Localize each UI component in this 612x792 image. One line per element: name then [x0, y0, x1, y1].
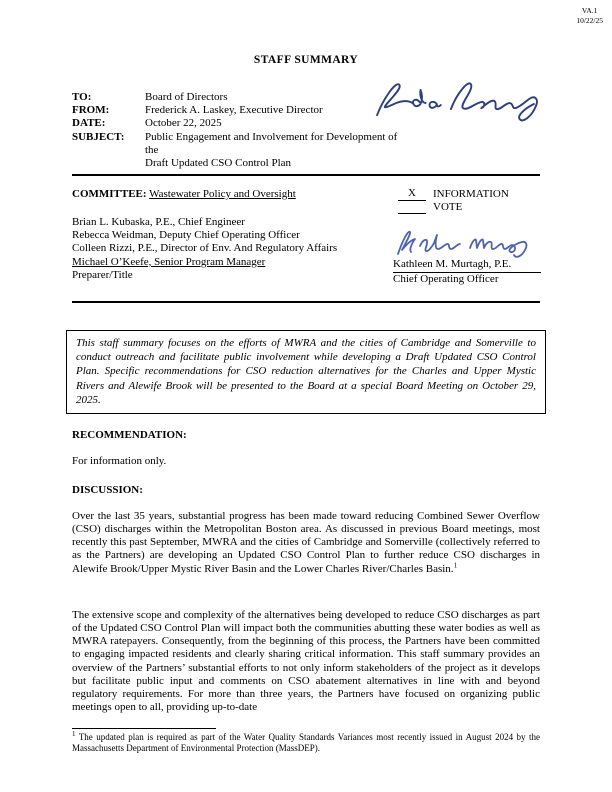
executive-summary-text: This staff summary focuses on the efforts of MWRA and the cities of Cambridge and Somerville to conduct outreach and facilitate public involvement while developing a Draft Updated CSO Control Plan. Specific recommendations for CSO reduction alternatives for the Charles and Upper Mystic Rivers and Alewife Brook will be presented to the Board at a special Board Meeting on October 29, 2025.	[76, 337, 536, 406]
memo-row-date	[72, 117, 402, 130]
memo-row-from	[72, 104, 402, 117]
executive-summary-box	[66, 330, 546, 414]
footnote-marker: 1	[72, 730, 76, 738]
recommendation-body: For information only.	[72, 455, 167, 467]
vote-checkmark	[398, 201, 426, 214]
laskey-signature-icon	[372, 74, 544, 126]
from-label: FROM:	[72, 104, 110, 117]
version-date: 10/22/25	[576, 16, 603, 25]
memo-row-to	[72, 91, 402, 104]
discussion-paragraph-2-text: The extensive scope and complexity of the alternatives being developed to reduce CSO discharges as part of the Updated CSO Control Plan will impact both the communities abutting these water bodies as well as MWRA ratepayers. Consequently, from the beginning of this process, the Partners have been committed to engaging impacted residents and clearly sharing critical information. This staff summary provides an overview of the Partners’ substantial efforts to not only inform stakeholders of the project as it develops but facilitate public input and comments on CSO abatement alternatives in line with and beyond regulatory requirements. For more than three years, the Partners have focused on organizing public meetings open to all, providing up-to-date	[72, 609, 540, 714]
date-value: October 22, 2025	[145, 117, 222, 130]
subject-label-blank	[72, 157, 145, 170]
footnote	[72, 732, 540, 754]
vote-label: VOTE	[433, 201, 463, 214]
memo-row-subject	[72, 131, 402, 157]
discussion-paragraph-1-text: Over the last 35 years, substantial progress has been made toward reducing Combined Sewer Overflow (CSO) discharges within the Metropolitan Boston area. As discussed in previous Board meetings, most recently this past September, MWRA and the cities of Cambridge and Somerville (collectively referred to as the Partners) are developing an Updated CSO Control Plan to further reduce CSO discharges in Alewife Brook/Upper Mystic River Basin and the Lower Charles River/Charles Basin.	[72, 510, 540, 575]
preparer-list	[72, 216, 392, 282]
discussion-heading: DISCUSSION:	[72, 484, 143, 496]
committee-section	[72, 187, 540, 214]
preparer-line-underlined: Michael O’Keefe, Senior Program Manager	[72, 255, 266, 268]
information-checkmark: X	[398, 188, 426, 201]
murtagh-signature-icon	[393, 222, 545, 262]
recommendation-heading: RECOMMENDATION:	[72, 429, 187, 441]
page-title: STAFF SUMMARY	[253, 54, 359, 66]
subject-value-line1: Public Engagement and Involvement for Development of the	[145, 130, 398, 156]
committee-divider-rule	[72, 301, 540, 303]
approver-name: Kathleen M. Murtagh, P.E.	[393, 258, 541, 273]
preparer-title-label: Preparer/Title	[72, 268, 133, 281]
date-label: DATE:	[72, 117, 106, 130]
subject-value-line2: Draft Updated CSO Control Plan	[145, 157, 292, 170]
footnote-text: The updated plan is required as part of the Water Quality Standards Variances most recently issued in August 2024 by the Massachusetts Department of Environmental Protection (MassDEP).	[72, 732, 540, 753]
header-divider-rule	[72, 174, 540, 176]
information-label: INFORMATION	[433, 188, 509, 200]
memo-row-subject-cont	[72, 157, 402, 170]
preparer-line: Brian L. Kubaska, P.E., Chief Engineer	[72, 216, 245, 228]
subject-label: SUBJECT:	[72, 130, 125, 143]
discussion-paragraph-2	[72, 609, 540, 714]
preparer-line: Colleen Rizzi, P.E., Director of Env. And Regulatory Affairs	[72, 242, 338, 255]
approver-block	[393, 258, 543, 286]
committee-value: Wastewater Policy and Oversight	[149, 188, 296, 200]
from-value: Frederick A. Laskey, Executive Director	[145, 104, 323, 117]
discussion-paragraph-1	[72, 510, 540, 576]
to-label: TO:	[72, 91, 92, 103]
footnote-reference: 1	[453, 560, 458, 569]
memo-header	[72, 91, 402, 170]
version-number: VA.1	[581, 6, 598, 15]
vote-line	[398, 201, 509, 214]
information-vote-block	[398, 188, 509, 214]
version-tag	[576, 6, 603, 26]
footnote-separator-rule	[72, 728, 216, 729]
committee-label: COMMITTEE:	[72, 188, 147, 200]
to-value: Board of Directors	[145, 91, 228, 103]
preparer-line: Rebecca Weidman, Deputy Chief Operating Officer	[72, 229, 300, 242]
approver-title: Chief Operating Officer	[393, 273, 499, 286]
information-line	[398, 188, 509, 201]
